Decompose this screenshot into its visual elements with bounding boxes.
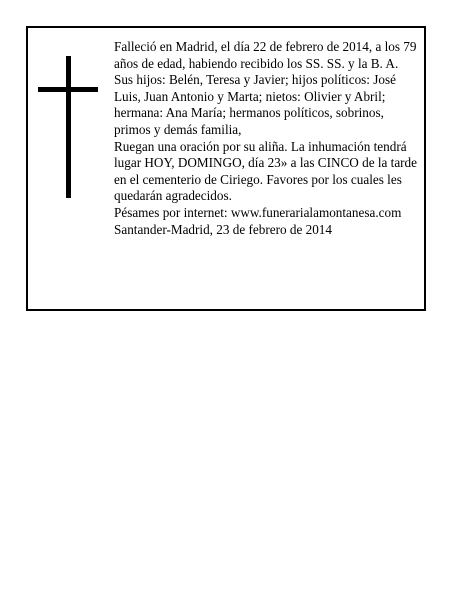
notice-text: [114, 39, 420, 238]
obituary-notice: [26, 26, 426, 311]
latin-cross-icon: [38, 56, 98, 198]
cross-horizontal-bar: [38, 87, 98, 92]
condolences-website: Pésames por internet: www.funerarialamontanesa.com: [114, 204, 402, 220]
death-announcement: Falleció en Madrid, el día 22 de febrero de 2014, a los 79 años de edad, habiendo recibido los SS. SS. y la B. A.: [114, 39, 417, 71]
family-list: Sus hijos: Belén, Teresa y Javier; hijos políticos: José Luis, Juan Antonio y Marta; nietos: Olivier y Abril; hermana: Ana María; hermanos políticos, sobrinos, primos y demás familia,: [114, 72, 396, 137]
cross-vertical-bar: [66, 56, 71, 198]
place-and-date: Santander-Madrid, 23 de febrero de 2014: [114, 221, 332, 237]
burial-details: Ruegan una oración por su aliña. La inhumación tendrá lugar HOY, DOMINGO, día 23» a las CINCO de la tarde en el cementerio de Ciriego. Favores por los cuales les quedarán agradecidos.: [114, 138, 418, 204]
